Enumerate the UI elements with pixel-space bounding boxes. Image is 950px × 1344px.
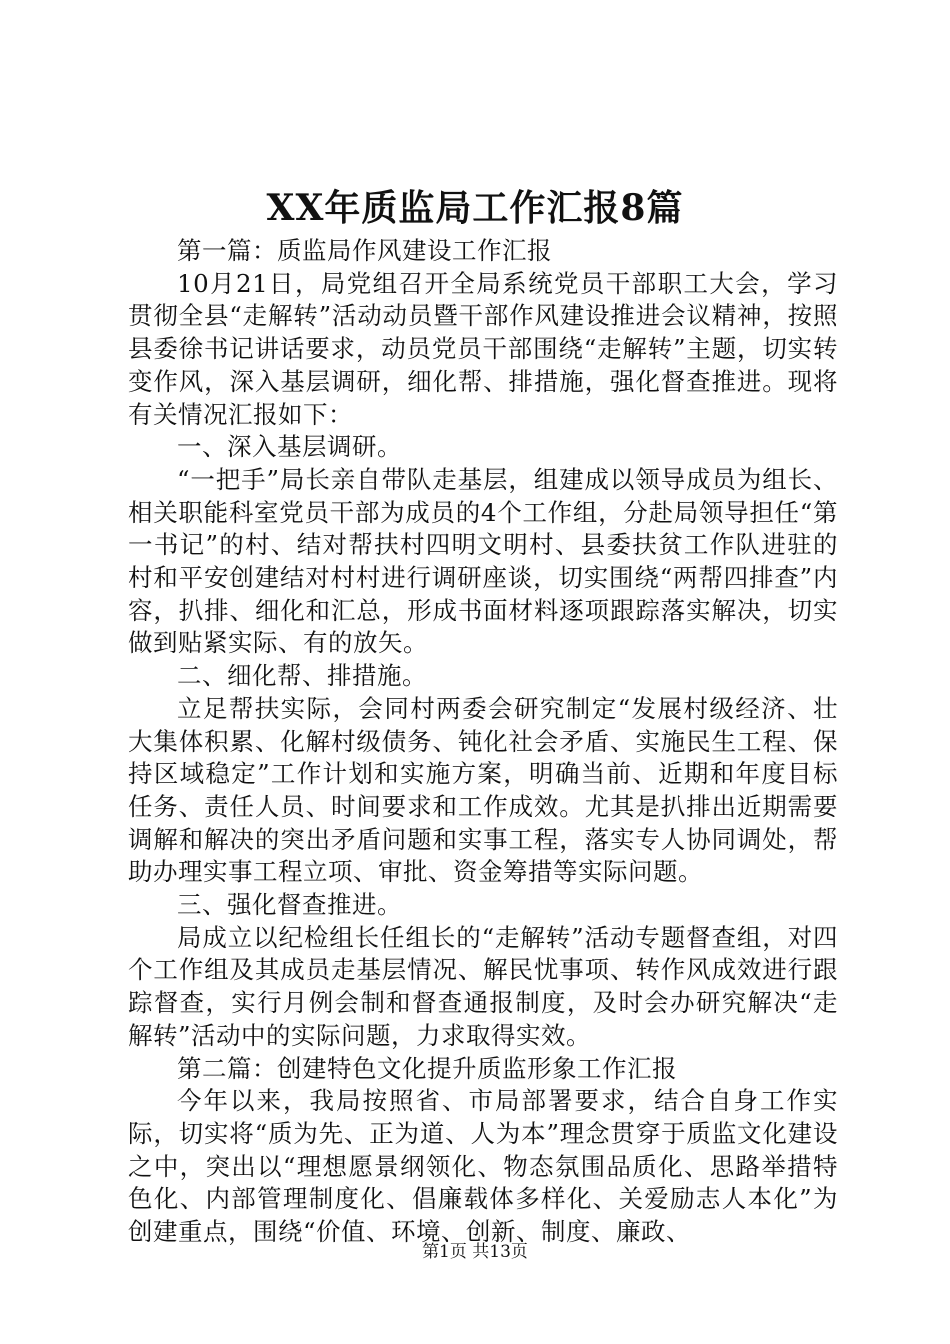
body-paragraph: 10月21日，局党组召开全局系统党员干部职工大会，学习贯彻全县“走解转”活动动员暨干部作风建设推进会议精神，按照县委徐书记讲话要求，动员党员干部围绕“走解转”主题，切实转变作风，深入基层调研，细化帮、排措施，强化督查推进。现将有关情况汇报如下： (128, 268, 838, 429)
body-paragraph: “一把手”局长亲自带队走基层，组建成以领导成员为组长、相关职能科室党员干部为成员的4个工作组，分赴局领导担任“第一书记”的村、结对帮扶村四明文明村、县委扶贫工作队进驻的村和平安创建结对村村进行调研座谈，切实围绕“两帮四排查”内容，扒排、细化和汇总，形成书面材料逐项跟踪落实解决，切实做到贴紧实际、有的放矢。 (128, 464, 838, 658)
body-paragraph: 局成立以纪检组长任组长的“走解转”活动专题督查组，对四个工作组及其成员走基层情况、解民忧事项、转作风成效进行跟踪督查，实行月例会制和督查通报制度，及时会办研究解决“走解转”活动中的实际问题，力求取得实效。 (128, 922, 838, 1050)
section-heading: 第二篇：创建特色文化提升质监形象工作汇报 (177, 1053, 677, 1083)
document-title: XX年质监局工作汇报8篇 (266, 187, 684, 229)
body-paragraph: 今年以来，我局按照省、市局部署要求，结合自身工作实际，切实将“质为先、正为道、人为本”理念贯穿于质监文化建设之中，突出以“理想愿景纲领化、物态氛围品质化、思路举措特色化、内部管理制度化、倡廉载体多样化、关爱励志人本化”为创建重点，围绕“价值、环境、创新、制度、廉政、 (128, 1086, 838, 1247)
section-heading: 第一篇：质监局作风建设工作汇报 (177, 236, 552, 265)
subsection-heading: 三、强化督查推进。 (177, 890, 402, 920)
document-body (128, 235, 838, 1249)
page-indicator: 第1页 共13页 (422, 1242, 528, 1262)
body-paragraph: 立足帮扶实际，会同村两委会研究制定“发展村级经济、壮大集体积累、化解村级债务、钝化社会矛盾、实施民生工程、保持区域稳定”工作计划和实施方案，明确当前、近期和年度目标任务、责任人员、时间要求和工作成效。尤其是扒排出近期需要调解和解决的突出矛盾问题和实事工程，落实专人协同调处，帮助办理实事工程立项、审批、资金筹措等实际问题。 (128, 693, 838, 887)
subsection-heading: 二、细化帮、排措施。 (177, 661, 427, 691)
subsection-heading: 一、深入基层调研。 (177, 432, 402, 462)
